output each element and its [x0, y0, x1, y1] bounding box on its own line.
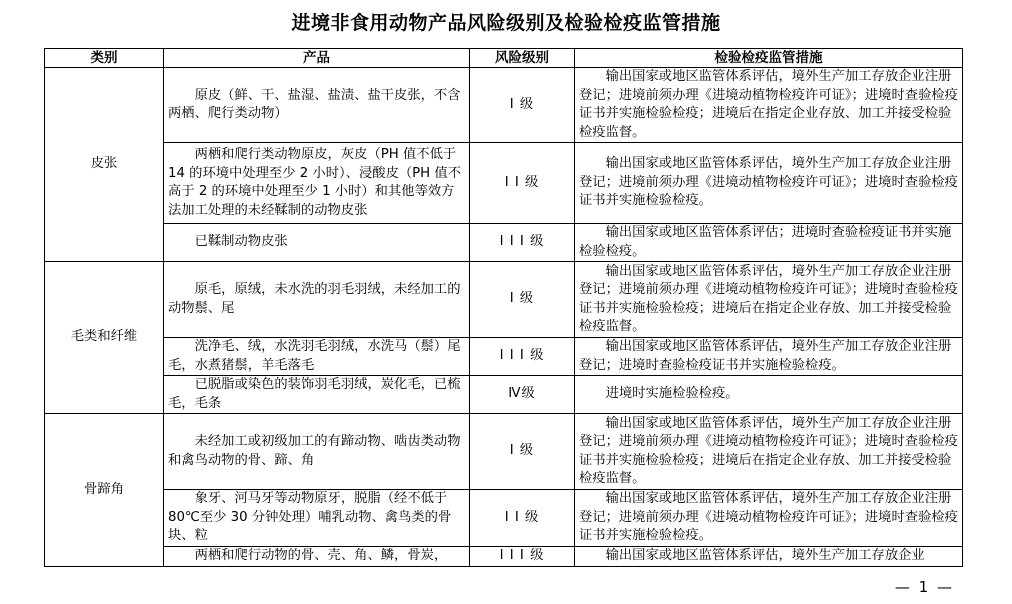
column-header-measures: 检验检疫监管措施 [575, 49, 963, 68]
product-cell: 原皮（鲜、干、盐湿、盐渍、盐干皮张，不含两栖、爬行类动物） [164, 68, 470, 143]
page-number: — 1 — [894, 578, 954, 596]
table-header-row [45, 49, 963, 68]
measure-cell: 输出国家或地区监管体系评估，境外生产加工存放企业注册登记；进境前须办理《进境动植物检疫许可证》；进境时查验检疫证书并实施检验检疫；进境后在指定企业存放、加工并接受检验检疫监督。 [575, 68, 963, 143]
table-row [45, 68, 963, 143]
column-header-risk-level: 风险级别 [470, 49, 575, 68]
measure-cell: 输出国家或地区监管体系评估，境外生产加工存放企业注册登记；进境前须办理《进境动植物检疫许可证》；进境时查验检疫证书并实施检验检疫。 [575, 490, 963, 547]
risk-level-cell: Ⅳ级 [470, 376, 575, 414]
table-row [45, 490, 963, 547]
product-cell: 已鞣制动物皮张 [164, 224, 470, 262]
product-cell: 已脱脂或染色的装饰羽毛羽绒，炭化毛，已梳毛，毛条 [164, 376, 470, 414]
measure-cell: 输出国家或地区监管体系评估，境外生产加工存放企业注册登记；进境时查验检疫证书并实施检验检疫。 [575, 338, 963, 376]
risk-measures-table [44, 48, 963, 567]
table-row [45, 414, 963, 490]
page-title: 进境非食用动物产品风险级别及检验检疫监管措施 [291, 12, 721, 34]
column-header-category: 类别 [45, 49, 164, 68]
table-row [45, 546, 963, 566]
column-header-product: 产品 [164, 49, 470, 68]
table-row [45, 376, 963, 414]
measure-cell: 进境时实施检验检疫。 [575, 376, 963, 414]
measure-cell: 输出国家或地区监管体系评估，境外生产加工存放企业注册登记；进境前须办理《进境动植物检疫许可证》；进境时查验检疫证书并实施检验检疫；进境后在指定企业存放、加工并接受检验检疫监督。 [575, 262, 963, 338]
risk-level-cell: I I 级 [470, 490, 575, 547]
risk-level-cell: I 级 [470, 414, 575, 490]
table-row [45, 143, 963, 224]
measure-cell: 输出国家或地区监管体系评估，境外生产加工存放企业注册登记；进境前须办理《进境动植物检疫许可证》；进境时查验检疫证书并实施检验检疫。 [575, 143, 963, 224]
category-cell: 骨蹄角 [45, 414, 164, 567]
product-cell: 两栖和爬行类动物原皮，灰皮（PH 值不低于 14 的环境中处理至少 2 小时）、浸酸皮（PH 值不高于 2 的环境中处理至少 1 小时）和其他等效方法加工处理的未经鞣制的动物皮张 [164, 143, 470, 224]
product-cell: 两栖和爬行动物的骨、壳、角、鳞，骨炭， [164, 546, 470, 566]
risk-level-cell: I I 级 [470, 143, 575, 224]
table-row [45, 262, 963, 338]
category-cell: 皮张 [45, 68, 164, 262]
risk-level-cell: I I I 级 [470, 338, 575, 376]
risk-level-cell: I 级 [470, 262, 575, 338]
product-cell: 未经加工或初级加工的有蹄动物、啮齿类动物和禽鸟动物的骨、蹄、角 [164, 414, 470, 490]
table-row [45, 224, 963, 262]
risk-level-cell: I I I 级 [470, 546, 575, 566]
category-cell: 毛类和纤维 [45, 262, 164, 414]
product-cell: 象牙、河马牙等动物原牙，脱脂（经不低于 80℃至少 30 分钟处理）哺乳动物、禽鸟类的骨块、粒 [164, 490, 470, 547]
risk-level-cell: I 级 [470, 68, 575, 143]
measure-cell: 输出国家或地区监管体系评估；进境时查验检疫证书并实施检验检疫。 [575, 224, 963, 262]
measure-cell: 输出国家或地区监管体系评估，境外生产加工存放企业 [575, 546, 963, 566]
risk-level-cell: I I I 级 [470, 224, 575, 262]
table-row [45, 338, 963, 376]
product-cell: 洗净毛、绒，水洗羽毛羽绒，水洗马（鬃）尾毛，水煮猪鬃，羊毛落毛 [164, 338, 470, 376]
product-cell: 原毛，原绒，未水洗的羽毛羽绒，未经加工的动物鬃、尾 [164, 262, 470, 338]
measure-cell: 输出国家或地区监管体系评估，境外生产加工存放企业注册登记；进境前须办理《进境动植物检疫许可证》；进境时查验检疫证书并实施检验检疫；进境后在指定企业存放、加工并接受检验检疫监督。 [575, 414, 963, 490]
